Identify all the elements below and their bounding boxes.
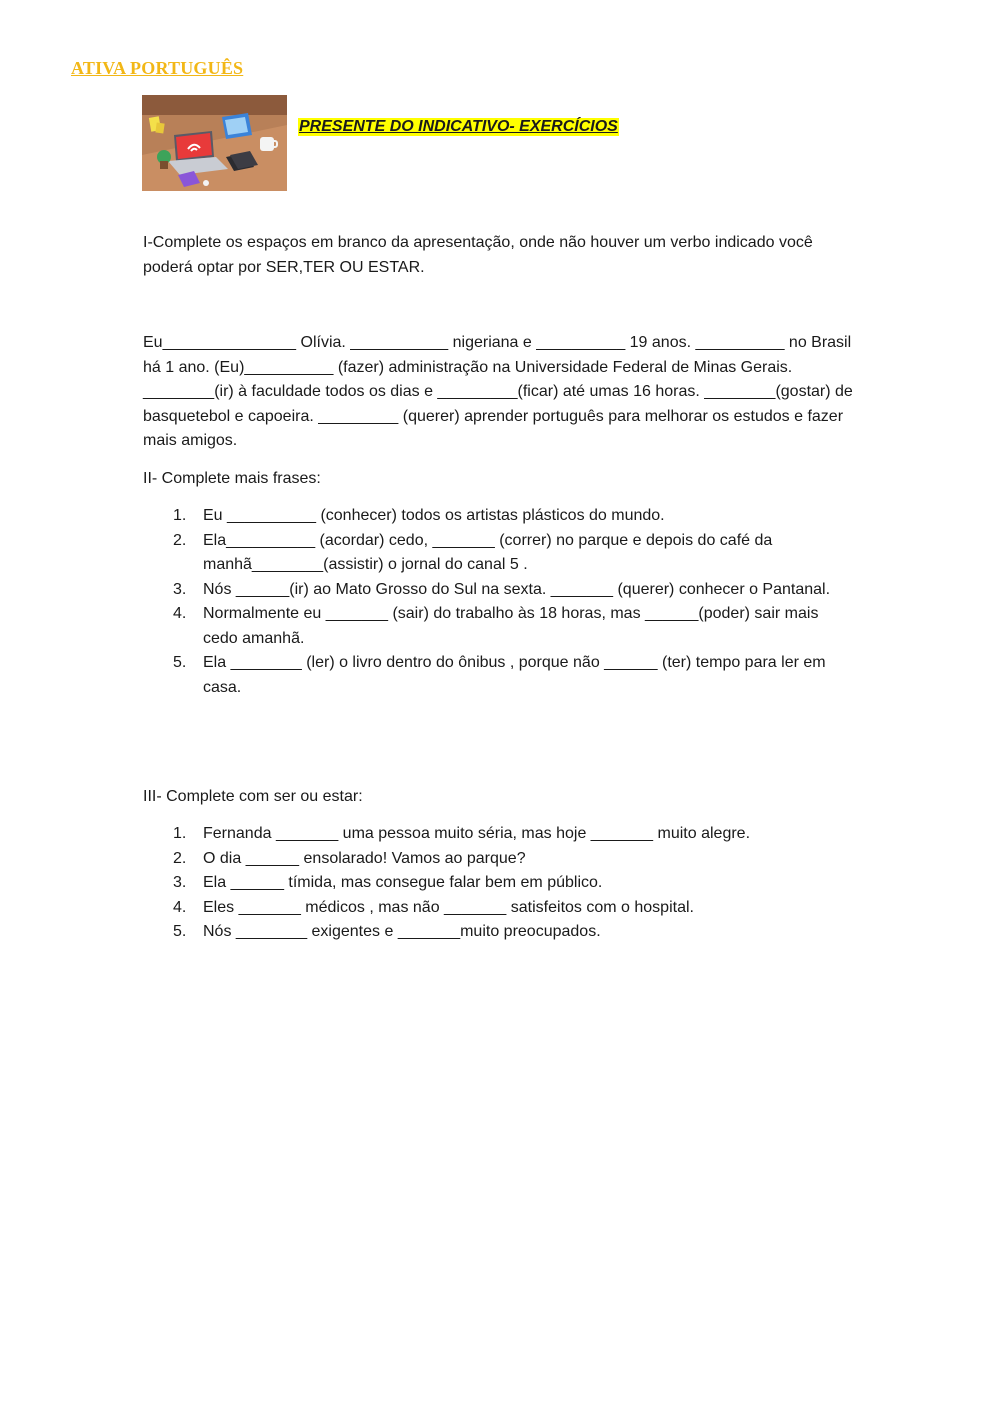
list-item: 2. Ela__________ (acordar) cedo, _______ (correr) no parque e depois do café da manhã________(assistir) o jornal do canal 5 .: [173, 531, 773, 573]
exercise-text: Fernanda _______ uma pessoa muito séria, mas hoje _______ muito alegre.: [203, 825, 751, 842]
section-2-heading: II- Complete mais frases:: [143, 470, 321, 487]
list-item: 5. Ela ________ (ler) o livro dentro do ônibus , porque não ______ (ter) tempo para ler em casa.: [173, 654, 826, 696]
list-item: 5. Nós ________ exigentes e _______muito preocupados.: [173, 923, 601, 940]
list-item: 3. Ela ______ tímida, mas consegue falar bem em público.: [173, 874, 603, 891]
list-item: 1. Fernanda _______ uma pessoa muito séria, mas hoje _______ muito alegre.: [173, 825, 751, 842]
fill-in-paragraph: Eu_______________ Olívia. ___________ nigeriana e __________ 19 anos. __________ no Brasil há 1 ano. (Eu)__________ (fazer) administração na Universidade Federal de Minas Gerais. ________(ir) à faculdade todos os dias e _________(ficar) até umas 16 horas. ________(gostar) de basquetebol e capoeira. _________ (querer) aprender português para melhorar os estudos e fazer mais amigos.: [143, 334, 853, 449]
brand-title: ATIVA PORTUGUÊS: [71, 58, 244, 78]
exercise-text: Normalmente eu _______ (sair) do trabalho às 18 horas, mas ______(poder) sair mais cedo amanhã.: [203, 605, 819, 647]
exercise-text: Ela ______ tímida, mas consegue falar bem em público.: [203, 874, 603, 891]
list-item: 4. Eles _______ médicos , mas não _______ satisfeitos com o hospital.: [173, 898, 694, 916]
worksheet-title: PRESENTE DO INDICATIVO- EXERCÍCIOS: [299, 118, 618, 135]
exercise-text: Eu __________ (conhecer) todos os artistas plásticos do mundo.: [203, 507, 665, 524]
exercise-text: O dia ______ ensolarado! Vamos ao parque?: [203, 849, 526, 867]
exercise-text: Nós ______(ir) ao Mato Grosso do Sul na sexta. _______ (querer) conhecer o Pantanal.: [203, 580, 831, 598]
exercise-text: Ela ________ (ler) o livro dentro do ônibus , porque não ______ (ter) tempo para ler em casa.: [203, 654, 826, 696]
section-1-instruction: I-Complete os espaços em branco da apresentação, onde não houver um verbo indicado você poderá optar por SER,TER OU ESTAR.: [143, 234, 813, 276]
list-item: 2. O dia ______ ensolarado! Vamos ao parque?: [173, 849, 526, 867]
exercise-text: Ela__________ (acordar) cedo, _______ (correr) no parque e depois do café da manhã________(assistir) o jornal do canal 5 .: [203, 531, 773, 573]
section-2-list: [143, 504, 855, 700]
workspace-illustration-icon: [142, 95, 287, 191]
list-item: 3. Nós ______(ir) ao Mato Grosso do Sul na sexta. _______ (querer) conhecer o Pantanal.: [173, 580, 831, 598]
list-item: 1. Eu __________ (conhecer) todos os artistas plásticos do mundo.: [173, 507, 665, 524]
section-3-heading: III- Complete com ser ou estar:: [143, 788, 363, 805]
exercise-text: Eles _______ médicos , mas não _______ satisfeitos com o hospital.: [203, 898, 694, 916]
list-item: 4. Normalmente eu _______ (sair) do trabalho às 18 horas, mas ______(poder) sair mais cedo amanhã.: [173, 605, 819, 647]
section-3-list: [143, 822, 855, 945]
exercise-text: Nós ________ exigentes e _______muito preocupados.: [203, 923, 601, 940]
